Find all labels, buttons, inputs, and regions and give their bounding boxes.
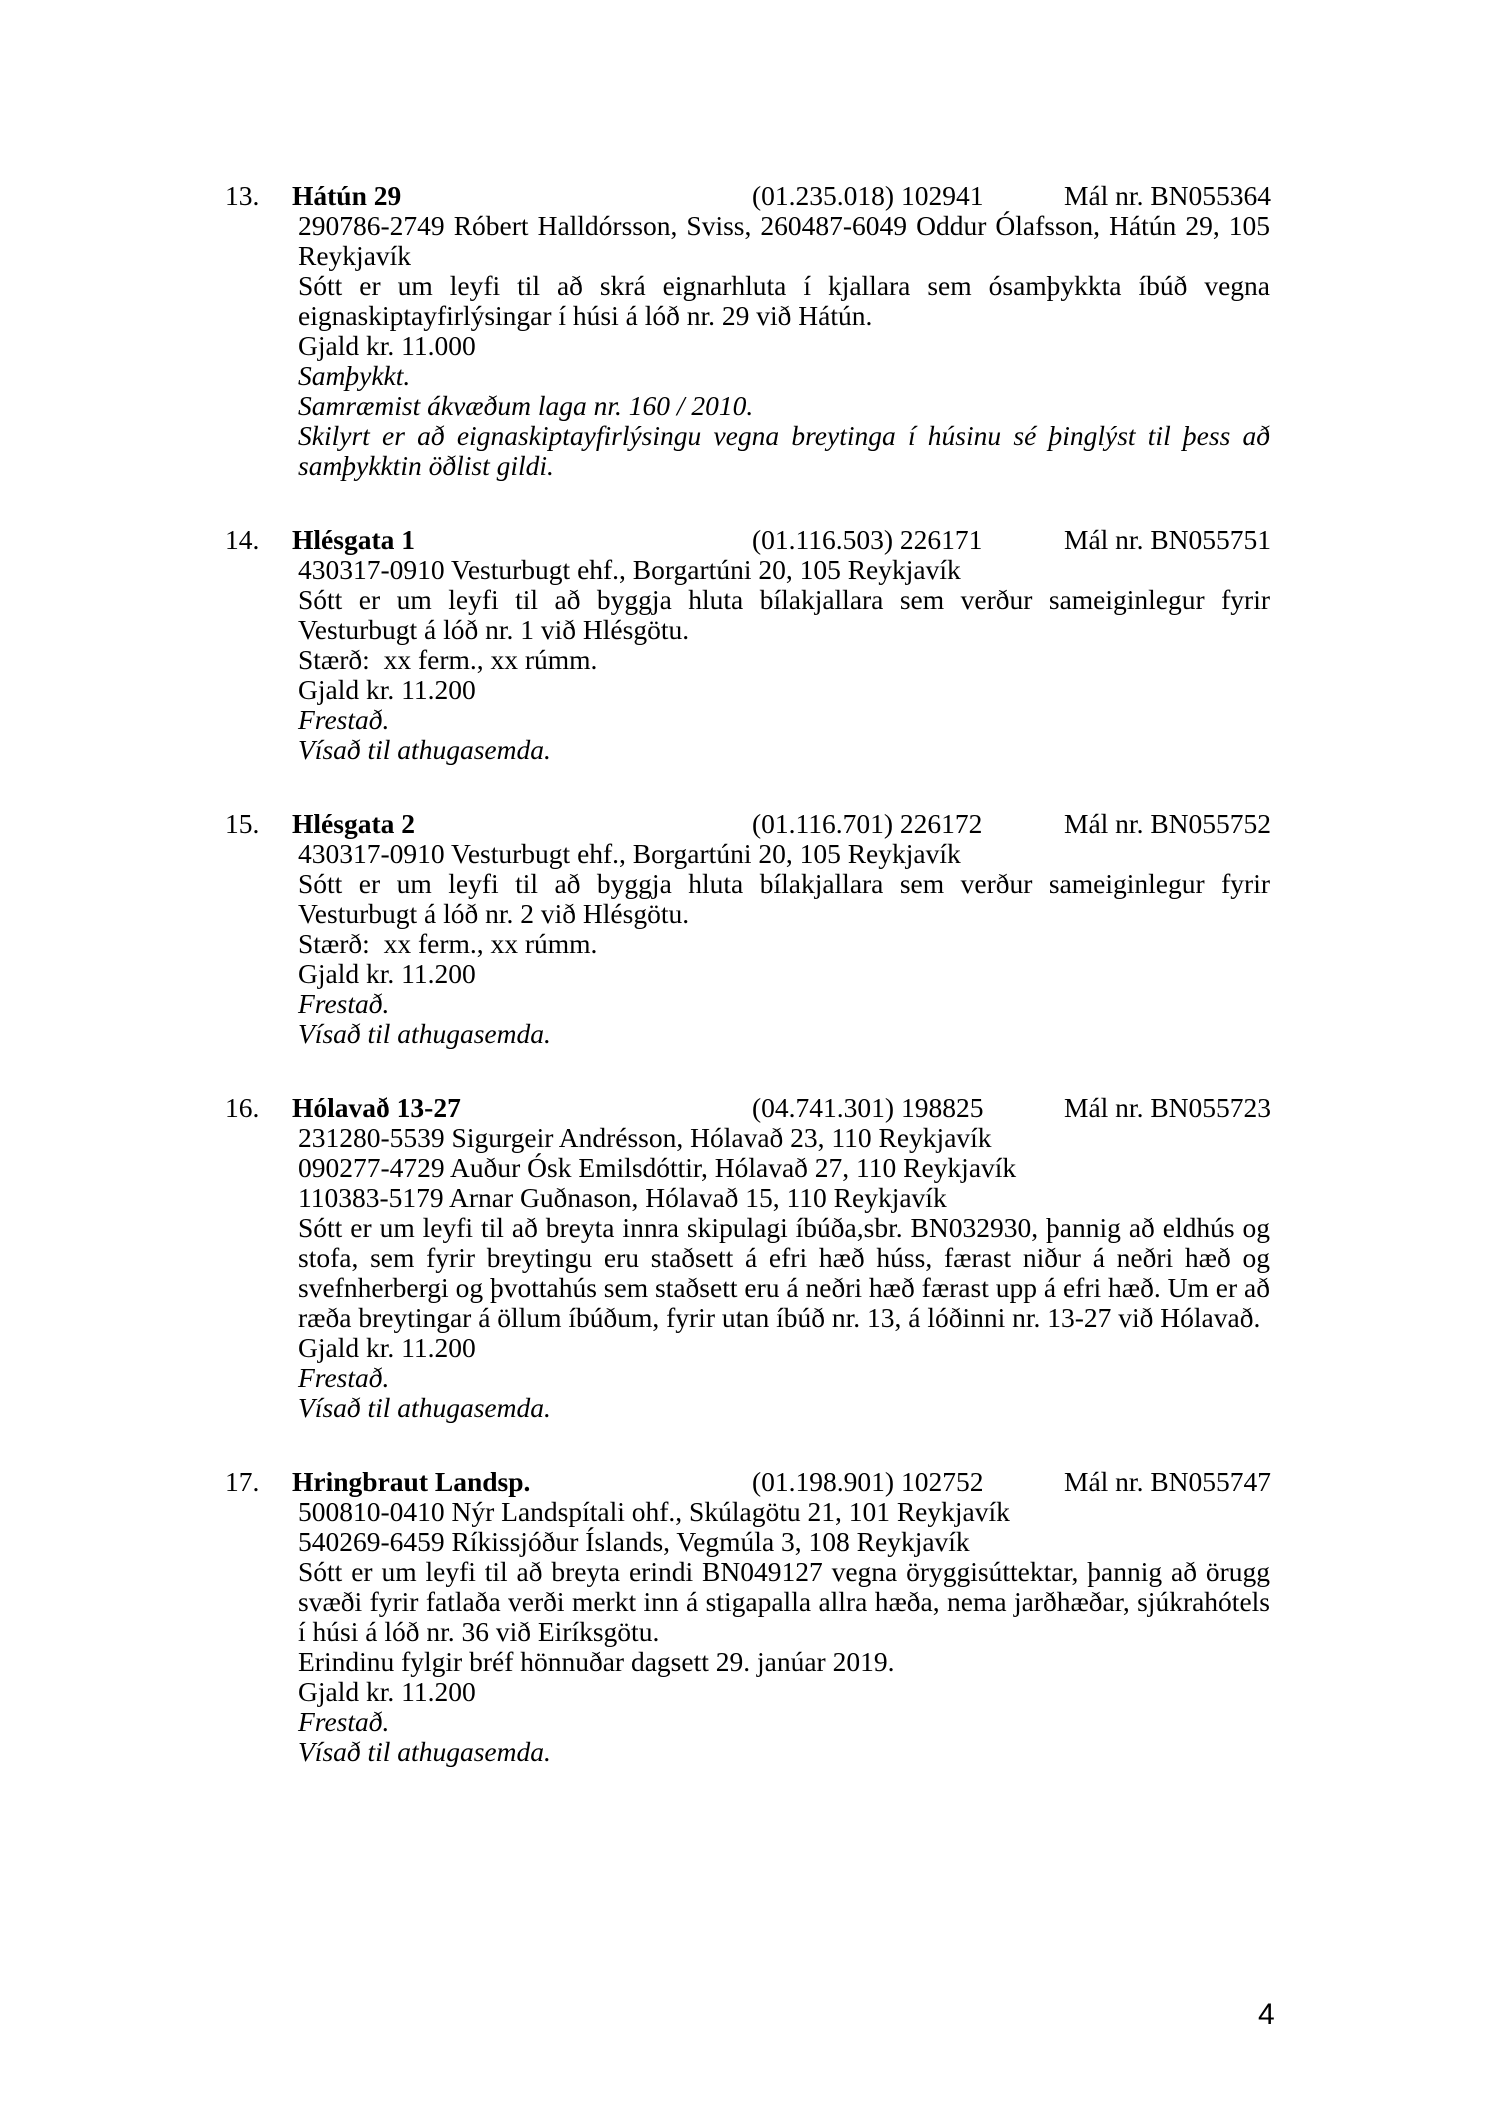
fee-line: Gjald kr. 11.200 bbox=[298, 1676, 476, 1707]
item-body bbox=[298, 839, 1270, 1049]
item-number: 14. bbox=[225, 524, 260, 555]
applicant-line: 090277-4729 Auður Ósk Emilsdóttir, Hólavað 27, 110 Reykjavík bbox=[298, 1152, 1017, 1183]
size-line: Stærð: xx ferm., xx rúmm. bbox=[298, 644, 598, 675]
attachment-line: Erindinu fylgir bréf hönnuðar dagsett 29. janúar 2019. bbox=[298, 1646, 895, 1677]
decision-line: Frestað. bbox=[298, 1706, 390, 1737]
item-header bbox=[0, 1467, 1500, 1497]
item-case-number: Mál nr. BN055752 bbox=[1064, 808, 1272, 839]
applicant-line: 500810-0410 Nýr Landspítali ohf., Skúlagötu 21, 101 Reykjavík bbox=[298, 1496, 1010, 1527]
item-number: 16. bbox=[225, 1092, 260, 1123]
item-property-code: (01.198.901) 102752 bbox=[752, 1466, 984, 1497]
item-number: 17. bbox=[225, 1466, 260, 1497]
item-header bbox=[0, 809, 1500, 839]
applicant-line: 110383-5179 Arnar Guðnason, Hólavað 15, 110 Reykjavík bbox=[298, 1182, 947, 1213]
decision-line: Vísað til athugasemda. bbox=[298, 734, 551, 765]
item-number: 15. bbox=[225, 808, 260, 839]
item-body bbox=[298, 1123, 1270, 1423]
agenda-item-15 bbox=[0, 809, 1500, 1049]
item-description: Sótt er um leyfi til að skrá eignarhluta í kjallara sem ósamþykkta íbúð vegna eignaskiptayfirlýsingar í húsi á lóð nr. 29 við Hátún. bbox=[298, 270, 1270, 331]
applicant-line: 231280-5539 Sigurgeir Andrésson, Hólavað 23, 110 Reykjavík bbox=[298, 1122, 992, 1153]
page-footer bbox=[1258, 2000, 1275, 2030]
item-property-code: (01.116.701) 226172 bbox=[752, 808, 983, 839]
item-property-code: (01.235.018) 102941 bbox=[752, 180, 984, 211]
item-case-number: Mál nr. BN055364 bbox=[1064, 180, 1272, 211]
item-case-number: Mál nr. BN055747 bbox=[1064, 1466, 1272, 1497]
item-header bbox=[0, 181, 1500, 211]
applicant-line: 430317-0910 Vesturbugt ehf., Borgartúni 20, 105 Reykjavík bbox=[298, 838, 961, 869]
decision-line: Vísað til athugasemda. bbox=[298, 1018, 551, 1049]
item-title: Hlésgata 2 bbox=[292, 808, 415, 839]
item-property-code: (04.741.301) 198825 bbox=[752, 1092, 984, 1123]
agenda-items-list bbox=[0, 181, 1500, 1811]
item-header bbox=[0, 1093, 1500, 1123]
item-case-number: Mál nr. BN055723 bbox=[1064, 1092, 1272, 1123]
item-body bbox=[298, 555, 1270, 765]
decision-line: Skilyrt er að eignaskiptayfirlýsingu vegna breytinga í húsinu sé þinglýst til þess að samþykktin öðlist gildi. bbox=[298, 420, 1270, 481]
item-body bbox=[298, 1497, 1270, 1767]
applicant-line: 430317-0910 Vesturbugt ehf., Borgartúni 20, 105 Reykjavík bbox=[298, 554, 961, 585]
item-property-code: (01.116.503) 226171 bbox=[752, 524, 983, 555]
item-title: Hólavað 13-27 bbox=[292, 1092, 461, 1123]
item-description: Sótt er um leyfi til að breyta innra skipulagi íbúða,sbr. BN032930, þannig að eldhús og stofa, sem fyrir breytingu eru staðsett á efri hæð húss, færast niður á neðri hæð og svefnherbergi og þvottahús sem staðsett eru á neðri hæð færast upp á efri hæð. Um er að ræða breytingar á öllum íbúðum, fyrir utan íbúð nr. 13, á lóðinni nr. 13-27 við Hólavað. bbox=[298, 1212, 1270, 1333]
agenda-item-14 bbox=[0, 525, 1500, 765]
decision-line: Samræmist ákvæðum laga nr. 160 / 2010. bbox=[298, 390, 754, 421]
decision-line: Vísað til athugasemda. bbox=[298, 1392, 551, 1423]
size-line: Stærð: xx ferm., xx rúmm. bbox=[298, 928, 598, 959]
item-description: Sótt er um leyfi til að byggja hluta bílakjallara sem verður sameiginlegur fyrir Vesturbugt á lóð nr. 2 við Hlésgötu. bbox=[298, 868, 1270, 929]
decision-line: Samþykkt. bbox=[298, 360, 411, 391]
page-number: 4 bbox=[1258, 1998, 1275, 2031]
item-body bbox=[298, 211, 1270, 481]
agenda-item-13 bbox=[0, 181, 1500, 481]
decision-line: Frestað. bbox=[298, 704, 390, 735]
item-title: Hátún 29 bbox=[292, 180, 402, 211]
fee-line: Gjald kr. 11.200 bbox=[298, 1332, 476, 1363]
fee-line: Gjald kr. 11.000 bbox=[298, 330, 476, 361]
item-title: Hlésgata 1 bbox=[292, 524, 415, 555]
applicant-line: 540269-6459 Ríkissjóður Íslands, Vegmúla 3, 108 Reykjavík bbox=[298, 1526, 970, 1557]
decision-line: Frestað. bbox=[298, 988, 390, 1019]
decision-line: Frestað. bbox=[298, 1362, 390, 1393]
item-description: Sótt er um leyfi til að byggja hluta bílakjallara sem verður sameiginlegur fyrir Vesturbugt á lóð nr. 1 við Hlésgötu. bbox=[298, 584, 1270, 645]
item-title: Hringbraut Landsp. bbox=[292, 1466, 531, 1497]
item-number: 13. bbox=[225, 180, 260, 211]
fee-line: Gjald kr. 11.200 bbox=[298, 958, 476, 989]
agenda-item-16 bbox=[0, 1093, 1500, 1423]
item-description: Sótt er um leyfi til að breyta erindi BN049127 vegna öryggisúttektar, þannig að örugg svæði fyrir fatlaða verði merkt inn á stigapalla allra hæða, nema jarðhæðar, sjúkrahótels í húsi á lóð nr. 36 við Eiríksgötu. bbox=[298, 1556, 1270, 1647]
agenda-item-17 bbox=[0, 1467, 1500, 1767]
item-case-number: Mál nr. BN055751 bbox=[1064, 524, 1272, 555]
applicant-line: 290786-2749 Róbert Halldórsson, Sviss, 260487-6049 Oddur Ólafsson, Hátún 29, 105 Reykjavík bbox=[298, 210, 1270, 271]
fee-line: Gjald kr. 11.200 bbox=[298, 674, 476, 705]
decision-line: Vísað til athugasemda. bbox=[298, 1736, 551, 1767]
item-header bbox=[0, 525, 1500, 555]
